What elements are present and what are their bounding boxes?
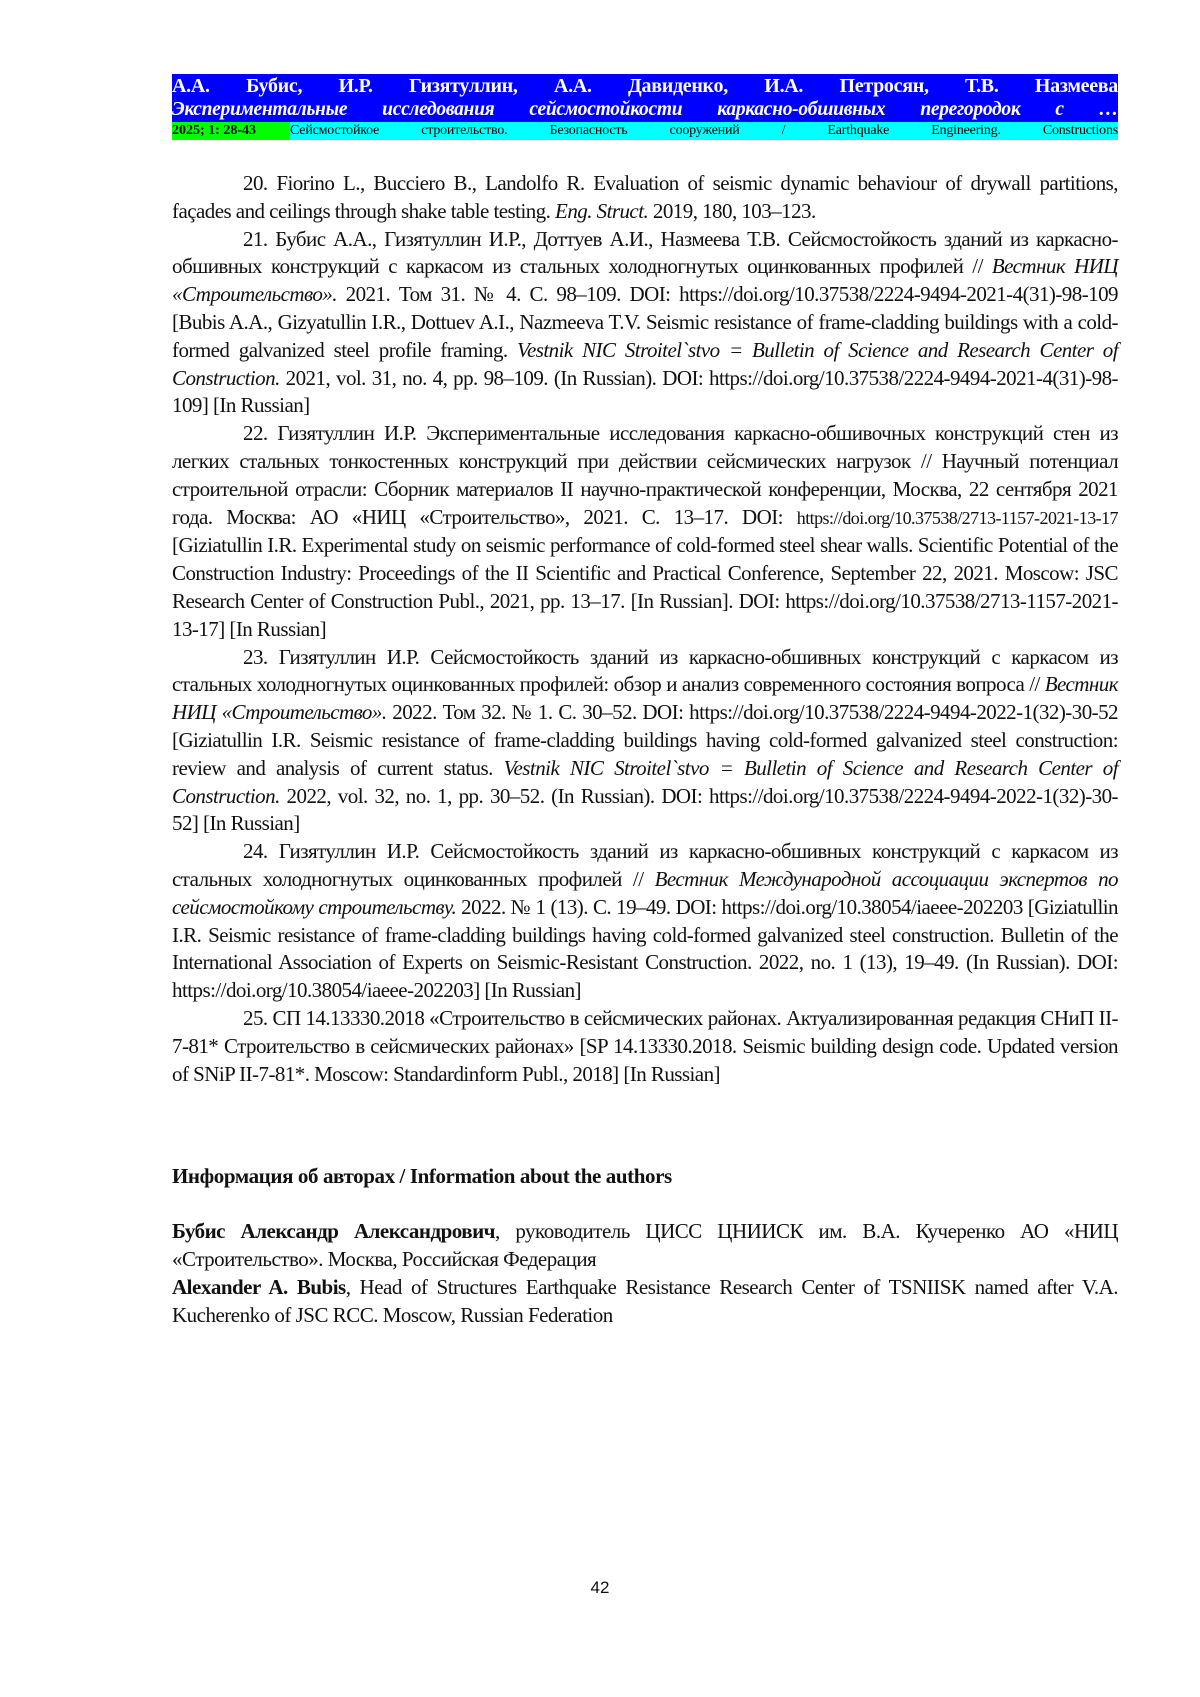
header-title: Экспериментальные исследования сейсмостойкости каркасно-обшивных перегородок с … [172, 99, 1118, 120]
reference-item [172, 226, 1118, 421]
reference-text: https://doi.org/10.37538/2713-1157-2021-13-17 [796, 507, 1118, 528]
reference-source: Вестник Международной ассоциации экспертов по сейсмостойкому строительству. [172, 866, 1118, 919]
page-content [172, 74, 1118, 1329]
header-journal-line [172, 122, 1118, 140]
reference-text: 2022. Том 32. № 1. С. 30–52. DOI: https://doi.org/10.37538/2224-9494-2022-1(32)-30-52 [Giziatullin I.R. Seismic resistance of frame-cladding buildings having cold-formed galvanized steel construction: review and analysis of current status. [172, 700, 1118, 780]
author-en [172, 1274, 1118, 1330]
reference-text: 2021. Том 31. № 4. С. 98–109. DOI: https://doi.org/10.37538/2224-9494-2021-4(31)-98-109 [Bubis A.A., Gizyatullin I.R., Dottuev A.I., Nazmeeva T.V. Seismic resistance of frame-cladding buildings with a cold-formed galvanized steel profile framing. [172, 282, 1118, 362]
page-number: 42 [590, 1578, 610, 1597]
author-info [172, 1218, 1118, 1329]
reference-item [172, 1005, 1118, 1088]
reference-item [172, 420, 1118, 643]
header-issue: 2025; 1: 28-43 [172, 122, 290, 140]
reference-list [172, 170, 1118, 1088]
reference-text: 22. Гизятуллин И.Р. Экспериментальные исследования каркасно-обшивочных конструкций стен из легких стальных тонкостенных конструкций при действии сейсмических нагрузок // Научный потенциал строительной отрасли: Сборник материалов II научно-практической конференции, Москва, 22 сентября 2021 года. Москва: АО «НИЦ «Строительство», 2021. С. 13–17. DOI: [172, 421, 1118, 529]
reference-text: 2022, vol. 32, no. 1, pp. 30–52. (In Russian). DOI: https://doi.org/10.37538/2224-9494-2022-1(32)-30-52] [In Russian] [172, 783, 1118, 836]
reference-text: 24. Гизятуллин И.Р. Сейсмостойкость зданий из каркасно-обшивных конструкций с каркасом из стальных холодногнутых оцинкованных профилей // [172, 839, 1118, 891]
running-header [172, 74, 1118, 140]
reference-item [172, 838, 1118, 1005]
reference-text: 25. СП 14.13330.2018 «Строительство в сейсмических районах. Актуализированная редакция СНиП II-7-81* Строительство в сейсмических районах» [SP 14.13330.2018. Seismic building design code. Updated version of SNiP II-7-81*. Moscow: Standardinform Publ., 2018] [In Russian] [172, 1005, 1118, 1086]
reference-source: Вестник НИЦ «Строительство». [172, 672, 1118, 725]
reference-item [172, 644, 1118, 839]
header-authors: А.А. Бубис, И.Р. Гизятуллин, А.А. Давиденко, И.А. Петросян, Т.В. Назмеева [172, 75, 1118, 97]
reference-text: [Giziatullin I.R. Experimental study on seismic performance of cold-formed steel shear walls. Scientific Potential of the Construction Industry: Proceedings of the II Scientific and Practical Conference, September 22, 2021. Moscow: JSC Research Center of Construction Publ., 2021, pp. 13–17. [In Russian]. DOI: https://doi.org/10.37538/2713-1157-2021-13-17] [In Russian] [172, 533, 1118, 641]
author-desc-ru: , руководитель ЦИСС ЦНИИСК им. В.А. Кучеренко АО «НИЦ «Строительство». Москва, Российская Федерация [172, 1219, 1118, 1272]
reference-text: 20. Fiorino L., Bucciero B., Landolfo R. Evaluation of seismic dynamic behaviour of drywall partitions, façades and ceilings through shake table testing. [172, 171, 1118, 223]
author-name-en: Alexander A. Bubis [172, 1274, 346, 1299]
reference-text: 2021, vol. 31, no. 4, pp. 98–109. (In Russian). DOI: https://doi.org/10.37538/2224-9494-2021-4(31)-98-109] [In Russian] [172, 365, 1118, 418]
reference-item [172, 170, 1118, 226]
author-ru [172, 1218, 1118, 1274]
reference-text: 2022. № 1 (13). С. 19–49. DOI: https://doi.org/10.38054/iaeee-202203 [Giziatullin I.R. Seismic resistance of frame-cladding buildings having cold-formed galvanized steel construction. Bulletin of the International Association of Experts on Seismic-Resistant Construction. 2022, no. 1 (13), 19–49. (In Russian). DOI: https://doi.org/10.38054/iaeee-202203] [In Russian] [172, 894, 1118, 1003]
reference-source: Вестник НИЦ «Строительство». [172, 254, 1118, 307]
reference-text: 23. Гизятуллин И.Р. Сейсмостойкость зданий из каркасно-обшивных конструкций с каркасом из стальных холодногнутых оцинкованных профилей: обзор и анализ современного состояния вопроса // [172, 644, 1118, 697]
reference-source: Vestnik NIC Stroitel`stvo = Bulletin of Science and Research Center of Construction. [172, 755, 1119, 808]
reference-source: Eng. Struct. [555, 198, 649, 223]
header-journal: Сейсмостойкое строительство. Безопасность сооружений / Earthquake Engineering. Constructions [290, 123, 1118, 138]
reference-text: 2019, 180, 103–123. [648, 198, 816, 223]
reference-source: Vestnik NIC Stroitel`stvo = Bulletin of Science and Research Center of Construction. [172, 337, 1118, 390]
author-desc-en: , Head of Structures Earthquake Resistance Research Center of TSNIISK named after V.A. Kucherenko of JSC RCC. Moscow, Russian Federation [172, 1274, 1118, 1327]
authors-heading: Информация об авторах / Information about the authors [172, 1164, 672, 1189]
reference-text: 21. Бубис А.А., Гизятуллин И.Р., Доттуев А.И., Назмеева Т.В. Сейсмостойкость зданий из каркасно-обшивных конструкций с каркасом из стальных холодногнутых оцинкованных профилей // [172, 226, 1118, 279]
author-name-ru: Бубис Александр Александрович [172, 1219, 496, 1244]
